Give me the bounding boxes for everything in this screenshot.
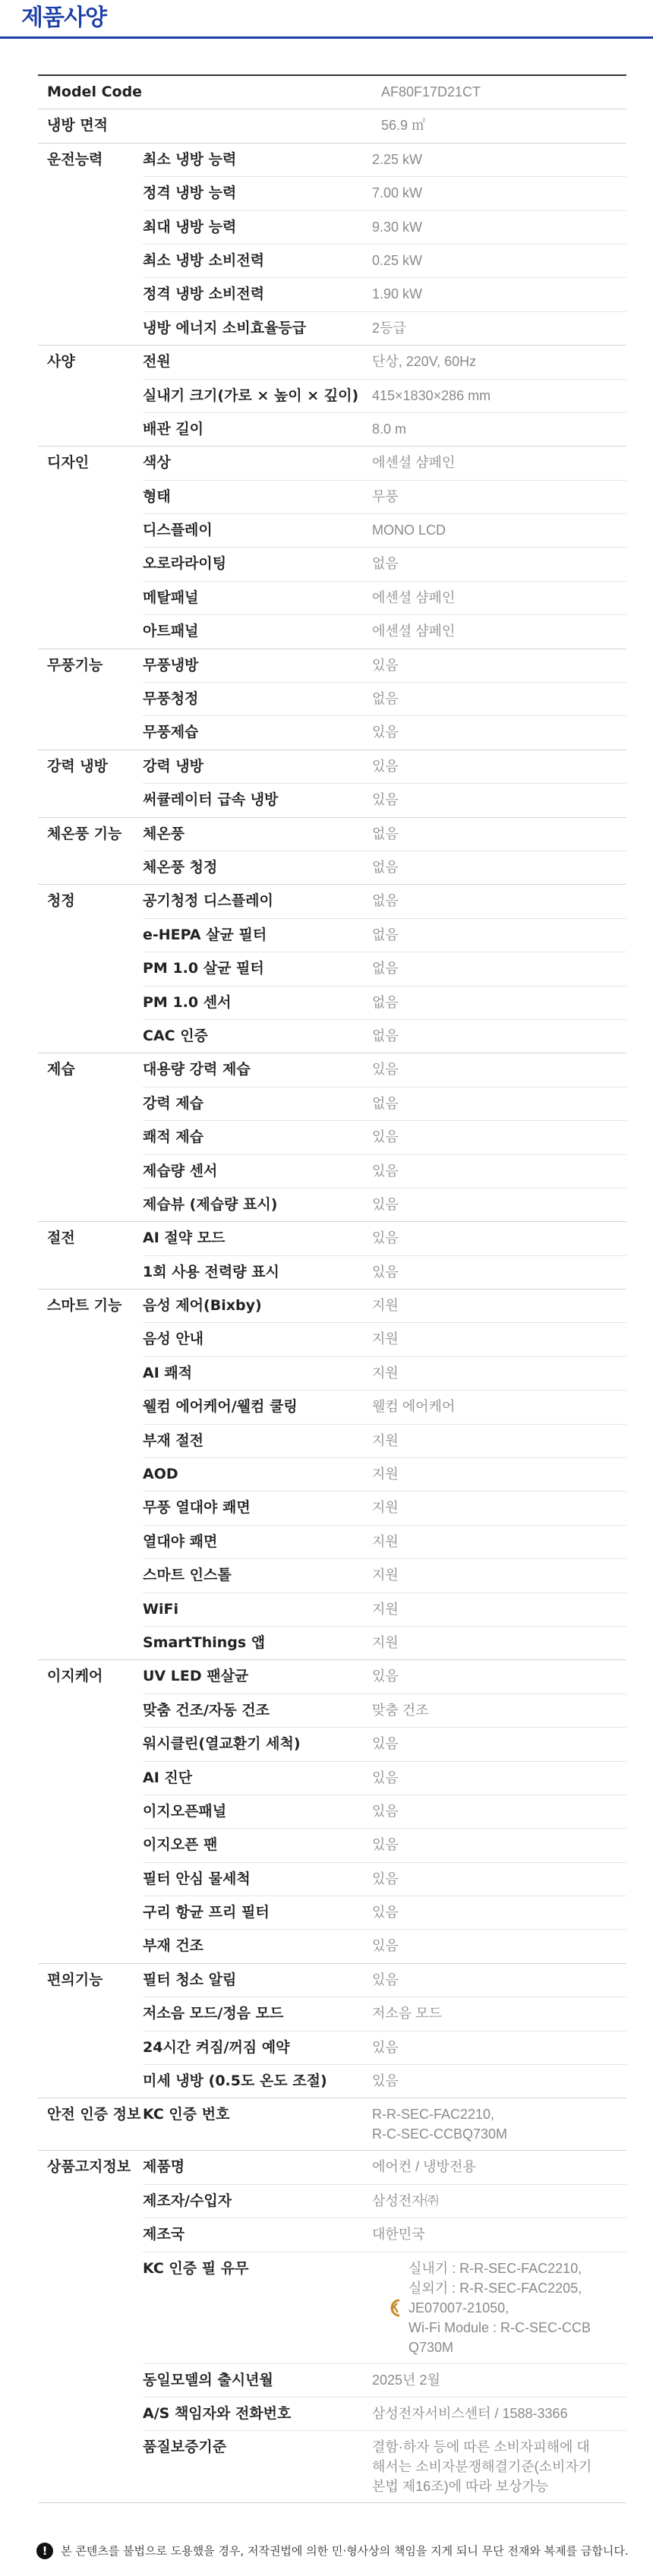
spec-row <box>143 1694 626 1727</box>
spec-group-rows <box>143 1290 626 1659</box>
spec-value: 2025년 2월 <box>372 2372 440 2388</box>
spec-label: 24시간 켜짐/꺼짐 예약 <box>143 2038 290 2056</box>
spec-value: 지원 <box>372 1466 399 1482</box>
spec-value: 지원 <box>372 1533 399 1549</box>
spec-value: 에센셜 샴페인 <box>372 623 456 639</box>
spec-value: 없음 <box>372 994 399 1010</box>
spec-group <box>38 346 626 447</box>
spec-group-label: 절전 <box>47 1230 75 1247</box>
spec-group-rows <box>143 1964 626 2098</box>
spec-row <box>143 346 626 378</box>
spec-group-rows <box>143 1222 626 1289</box>
spec-value: 결함·하자 등에 따른 소비자피해에 대 해서는 소비자분쟁해결기준(소비자기 본법 제16조)에 따라 보상가능 <box>372 2439 592 2495</box>
spec-label: 웰컴 에어케어/웰컴 쿨링 <box>143 1398 298 1416</box>
spec-group <box>38 1290 626 1660</box>
spec-value: 8.0 m <box>372 421 407 437</box>
spec-label: 써큘레이터 급속 냉방 <box>143 791 279 809</box>
spec-row <box>143 379 626 412</box>
spec-label: 강력 제습 <box>143 1094 204 1112</box>
spec-row <box>143 1255 626 1289</box>
spec-label: 무풍냉방 <box>143 656 199 674</box>
spec-label: 품질보증기준 <box>143 2439 227 2456</box>
spec-row <box>143 412 626 446</box>
spec-row <box>143 1222 626 1255</box>
spec-value: 있음 <box>372 2039 399 2055</box>
spec-group-rows <box>143 447 626 648</box>
spec-value: 있음 <box>372 1230 399 1246</box>
spec-group-label: 디자인 <box>47 454 90 472</box>
spec-group-label: 체온풍 기능 <box>47 825 122 842</box>
spec-row <box>143 513 626 547</box>
spec-value: 56.9 ㎡ <box>381 118 426 134</box>
spec-label: 제조자/수입자 <box>143 2192 232 2209</box>
spec-value: 있음 <box>372 1837 399 1853</box>
spec-row <box>143 1862 626 1896</box>
spec-value: 무풍 <box>372 488 399 504</box>
spec-value: 있음 <box>372 657 399 673</box>
spec-value: 9.30 kW <box>372 219 423 235</box>
spec-row <box>143 1491 626 1524</box>
spec-value: 있음 <box>372 1905 399 1921</box>
spec-label: 배관 길이 <box>143 420 204 437</box>
spec-group <box>38 1660 626 1964</box>
spec-group-rows <box>143 1660 626 1963</box>
spec-value: 에센셜 샴페인 <box>372 455 456 471</box>
spec-row <box>143 2430 626 2502</box>
spec-row <box>143 750 626 783</box>
spec-label: 제품명 <box>143 2158 185 2176</box>
spec-row <box>143 614 626 648</box>
spec-row <box>143 1997 626 2030</box>
spec-group <box>38 447 626 649</box>
spec-row <box>143 2184 626 2218</box>
spec-group <box>38 1222 626 1290</box>
spec-label: PM 1.0 센서 <box>143 993 232 1011</box>
spec-label: 필터 안심 물세척 <box>143 1870 251 1887</box>
spec-label: Model Code <box>47 84 143 100</box>
spec-group <box>38 2098 626 2151</box>
spec-value: 있음 <box>372 1870 399 1886</box>
spec-value: 없음 <box>372 556 399 572</box>
spec-row <box>143 1558 626 1592</box>
spec-value: R-R-SEC-FAC2210, R-C-SEC-CCBQ730M <box>372 2107 508 2142</box>
spec-row <box>143 1828 626 1861</box>
spec-row <box>143 1761 626 1795</box>
spec-label: 쾌적 제습 <box>143 1129 204 1146</box>
spec-row <box>143 1322 626 1356</box>
spec-table <box>38 74 626 2503</box>
spec-row <box>143 1188 626 1221</box>
spec-label: 오로라라이팅 <box>143 555 227 573</box>
spec-value: 있음 <box>372 1971 399 1987</box>
copyright-notice <box>36 2543 636 2559</box>
spec-group-rows <box>143 2098 626 2150</box>
spec-value: 없음 <box>372 1028 399 1043</box>
spec-label: 부재 절전 <box>143 1432 204 1449</box>
spec-value: 없음 <box>372 859 399 875</box>
spec-value: 415×1830×286 mm <box>372 387 491 403</box>
spec-label: WiFi <box>143 1600 178 1618</box>
spec-row <box>143 1424 626 1457</box>
spec-label: AI 진단 <box>143 1769 193 1786</box>
spec-label: 워시클린(열교환기 세척) <box>143 1735 301 1753</box>
spec-row <box>143 1154 626 1188</box>
spec-label: 최대 냉방 능력 <box>143 218 237 235</box>
spec-row <box>143 682 626 715</box>
spec-value: 지원 <box>372 1298 399 1314</box>
spec-value: 웰컴 에어케어 <box>372 1399 456 1415</box>
spec-value: 대한민국 <box>372 2227 425 2243</box>
spec-label: 부재 건조 <box>143 1937 204 1955</box>
spec-row <box>143 1727 626 1760</box>
spec-group <box>38 818 626 886</box>
spec-label: 저소음 모드/정음 모드 <box>143 2005 284 2022</box>
spec-group <box>38 750 626 818</box>
spec-label: 색상 <box>143 454 171 472</box>
spec-value: 지원 <box>372 1601 399 1617</box>
spec-label: 무풍청정 <box>143 690 199 708</box>
spec-row <box>143 2252 626 2363</box>
spec-group <box>38 1964 626 2099</box>
spec-value: 지원 <box>372 1365 399 1381</box>
spec-value: 2등급 <box>372 320 406 336</box>
spec-label: 필터 청소 알림 <box>143 1971 237 1988</box>
spec-row <box>143 885 626 917</box>
spec-group-label: 안전 인증 정보 <box>47 2106 141 2123</box>
spec-label: 체온풍 청정 <box>143 858 218 876</box>
spec-label: 냉방 면적 <box>47 117 109 134</box>
spec-row <box>38 109 626 142</box>
spec-group <box>38 649 626 750</box>
spec-group <box>38 885 626 1053</box>
spec-label: 미세 냉방 (0.5도 온도 조절) <box>143 2072 327 2090</box>
spec-row <box>143 2064 626 2098</box>
spec-row <box>143 1964 626 1997</box>
spec-label: 맞춤 건조/자동 건조 <box>143 1701 270 1719</box>
spec-row <box>143 1019 626 1053</box>
copyright-text: 본 콘텐츠를 불법으로 도용했을 경우, 저작권법에 의한 민·형사상의 책임을 지게 되니 무단 전재와 복제를 금합니다. <box>61 2544 629 2558</box>
spec-value: 2.25 kW <box>372 151 423 167</box>
spec-row <box>143 447 626 479</box>
spec-row <box>143 244 626 277</box>
spec-group-rows <box>143 885 626 1053</box>
spec-value: 있음 <box>372 1196 399 1212</box>
spec-value: 1.90 kW <box>372 286 423 302</box>
spec-value: 없음 <box>372 1095 399 1111</box>
spec-value: 지원 <box>372 1432 399 1448</box>
exclamation-icon: ! <box>36 2543 53 2559</box>
spec-value: AF80F17D21CT <box>381 84 481 99</box>
spec-label: 제습량 센서 <box>143 1162 218 1179</box>
spec-row <box>143 2363 626 2397</box>
spec-value: 있음 <box>372 1668 399 1684</box>
spec-label: 제습뷰 (제습량 표시) <box>143 1195 278 1213</box>
spec-group <box>38 109 626 143</box>
spec-group-rows <box>143 649 626 750</box>
spec-value: 없음 <box>372 826 399 841</box>
spec-group-label: 상품고지정보 <box>47 2158 131 2176</box>
spec-row <box>143 1120 626 1154</box>
spec-row <box>143 311 626 345</box>
spec-value: 없음 <box>372 961 399 977</box>
spec-value: 저소음 모드 <box>372 2006 442 2022</box>
spec-row <box>143 1290 626 1322</box>
spec-row <box>143 547 626 580</box>
spec-row <box>143 1457 626 1491</box>
spec-label: 아트패널 <box>143 623 199 640</box>
spec-group-rows <box>143 144 626 345</box>
spec-value: 있음 <box>372 1736 399 1752</box>
spec-row <box>143 1626 626 1659</box>
spec-label: AI 쾌적 <box>143 1364 193 1381</box>
spec-row <box>143 2397 626 2430</box>
spec-value: 있음 <box>372 1264 399 1280</box>
spec-label: KC 인증 번호 <box>143 2106 230 2123</box>
spec-group-rows <box>143 750 626 817</box>
spec-value <box>372 2252 626 2363</box>
spec-row <box>143 1356 626 1390</box>
spec-label: 무풍제습 <box>143 724 199 741</box>
spec-label: CAC 인증 <box>143 1027 208 1044</box>
spec-group-label: 편의기능 <box>47 1971 103 1988</box>
spec-row <box>143 2151 626 2183</box>
spec-label: 강력 냉방 <box>143 757 204 775</box>
spec-group-label: 사양 <box>47 353 75 371</box>
spec-label: UV LED 팬살균 <box>143 1668 249 1685</box>
spec-label: 대용량 강력 제습 <box>143 1061 251 1078</box>
spec-label: 냉방 에너지 소비효율등급 <box>143 319 307 336</box>
spec-row <box>143 277 626 311</box>
spec-value: 단상, 220V, 60Hz <box>372 354 477 370</box>
spec-label: 스마트 인스톨 <box>143 1567 232 1584</box>
spec-label: AI 절약 모드 <box>143 1230 226 1247</box>
spec-row <box>143 1896 626 1929</box>
spec-label: 정격 냉방 능력 <box>143 185 237 202</box>
spec-value: 있음 <box>372 1062 399 1078</box>
spec-label: 무풍 열대야 쾌면 <box>143 1499 251 1517</box>
spec-value: 삼성전자서비스센터 / 1588-3366 <box>372 2406 568 2421</box>
spec-label: 이지오픈패널 <box>143 1802 227 1820</box>
spec-value: MONO LCD <box>372 522 446 538</box>
title-divider <box>0 36 653 39</box>
spec-row <box>143 480 626 513</box>
spec-group-label: 강력 냉방 <box>47 757 109 775</box>
spec-label: 동일모델의 출시년월 <box>143 2371 273 2388</box>
spec-row <box>143 2098 626 2150</box>
spec-group <box>38 76 626 109</box>
spec-label: AOD <box>143 1466 178 1483</box>
spec-label: 체온풍 <box>143 825 185 842</box>
spec-label: 구리 항균 프리 필터 <box>143 1904 270 1921</box>
spec-group <box>38 1053 626 1222</box>
spec-label: SmartThings 앱 <box>143 1634 266 1651</box>
spec-row <box>143 1390 626 1423</box>
spec-value: 있음 <box>372 1163 399 1179</box>
spec-value: 지원 <box>372 1500 399 1516</box>
spec-group-rows <box>143 346 626 446</box>
spec-value: 없음 <box>372 691 399 707</box>
spec-row <box>143 1053 626 1086</box>
spec-row <box>143 210 626 244</box>
spec-label: PM 1.0 살균 필터 <box>143 960 264 977</box>
spec-label: KC 인증 필 유무 <box>143 2259 249 2277</box>
spec-group <box>38 2151 626 2503</box>
spec-row <box>143 952 626 985</box>
spec-label: 메탈패널 <box>143 589 199 606</box>
spec-row <box>143 649 626 682</box>
spec-value: 있음 <box>372 1803 399 1819</box>
spec-row <box>143 715 626 749</box>
spec-row <box>143 783 626 816</box>
spec-label: e-HEPA 살균 필터 <box>143 926 267 943</box>
spec-value: 7.00 kW <box>372 185 423 201</box>
kc-mark-icon <box>386 2297 405 2319</box>
spec-row <box>38 76 626 109</box>
spec-row <box>143 2218 626 2251</box>
spec-value: 있음 <box>372 758 399 774</box>
spec-value: 있음 <box>372 1938 399 1954</box>
page-title: 제품사양 <box>21 5 106 31</box>
spec-value: 0.25 kW <box>372 252 423 268</box>
spec-value: 있음 <box>372 2073 399 2089</box>
spec-value: 맞춤 건조 <box>372 1702 429 1718</box>
spec-group <box>38 144 626 346</box>
spec-label: 실내기 크기(가로 × 높이 × 깊이) <box>143 387 359 404</box>
spec-value: 있음 <box>372 1129 399 1145</box>
spec-value: 지원 <box>372 1331 399 1347</box>
spec-value: 없음 <box>372 927 399 942</box>
spec-value: 삼성전자㈜ <box>372 2192 439 2208</box>
spec-row <box>143 918 626 952</box>
spec-value: 있음 <box>372 724 399 740</box>
spec-row <box>143 1795 626 1828</box>
spec-label: 최소 냉방 소비전력 <box>143 251 265 269</box>
spec-row <box>143 818 626 851</box>
spec-label: 이지오픈 팬 <box>143 1836 218 1854</box>
spec-row <box>143 1525 626 1558</box>
spec-label: 최소 냉방 능력 <box>143 150 237 168</box>
spec-group-label: 무풍기능 <box>47 656 103 674</box>
spec-row <box>143 2031 626 2064</box>
spec-row <box>143 144 626 176</box>
spec-value: 에어컨 / 냉방전용 <box>372 2159 476 2175</box>
spec-value: 없음 <box>372 893 399 909</box>
spec-label: 열대야 쾌면 <box>143 1533 218 1550</box>
spec-group-label: 운전능력 <box>47 150 103 168</box>
spec-label: 음성 안내 <box>143 1331 204 1348</box>
spec-label: 제조국 <box>143 2226 185 2243</box>
spec-row <box>143 851 626 884</box>
spec-group-label: 스마트 기능 <box>47 1297 122 1315</box>
spec-label: 1회 사용 전력량 표시 <box>143 1263 279 1280</box>
spec-label: 공기청정 디스플레이 <box>143 892 273 910</box>
spec-group-label: 제습 <box>47 1061 75 1078</box>
spec-label: 음성 제어(Bixby) <box>143 1297 262 1315</box>
spec-row <box>143 1660 626 1693</box>
spec-row <box>143 1929 626 1962</box>
spec-label: 정격 냉방 소비전력 <box>143 286 265 303</box>
spec-group-rows <box>143 2151 626 2502</box>
spec-value: 있음 <box>372 1769 399 1785</box>
spec-label: 전원 <box>143 353 171 371</box>
spec-group-rows <box>143 1053 626 1221</box>
spec-label: A/S 책임자와 전화번호 <box>143 2405 292 2422</box>
spec-row <box>143 1593 626 1626</box>
kc-cert-text: 실내기 : R-R-SEC-FAC2210, 실외기 : R-R-SEC-FAC2205, JE07007-21050, Wi-Fi Module : R-C-SEC-CCB Q730M <box>409 2260 591 2355</box>
spec-value: 에센셜 샴페인 <box>372 589 456 605</box>
spec-row <box>143 581 626 614</box>
spec-row <box>143 986 626 1019</box>
spec-group-rows <box>143 818 626 885</box>
spec-group-label: 청정 <box>47 892 75 910</box>
spec-value: 지원 <box>372 1567 399 1583</box>
spec-label: 디스플레이 <box>143 522 213 539</box>
spec-row <box>143 1087 626 1120</box>
spec-group-label: 이지케어 <box>47 1668 103 1685</box>
spec-value: 지원 <box>372 1634 399 1650</box>
spec-row <box>143 176 626 210</box>
spec-label: 형태 <box>143 488 171 505</box>
spec-value: 있음 <box>372 792 399 808</box>
